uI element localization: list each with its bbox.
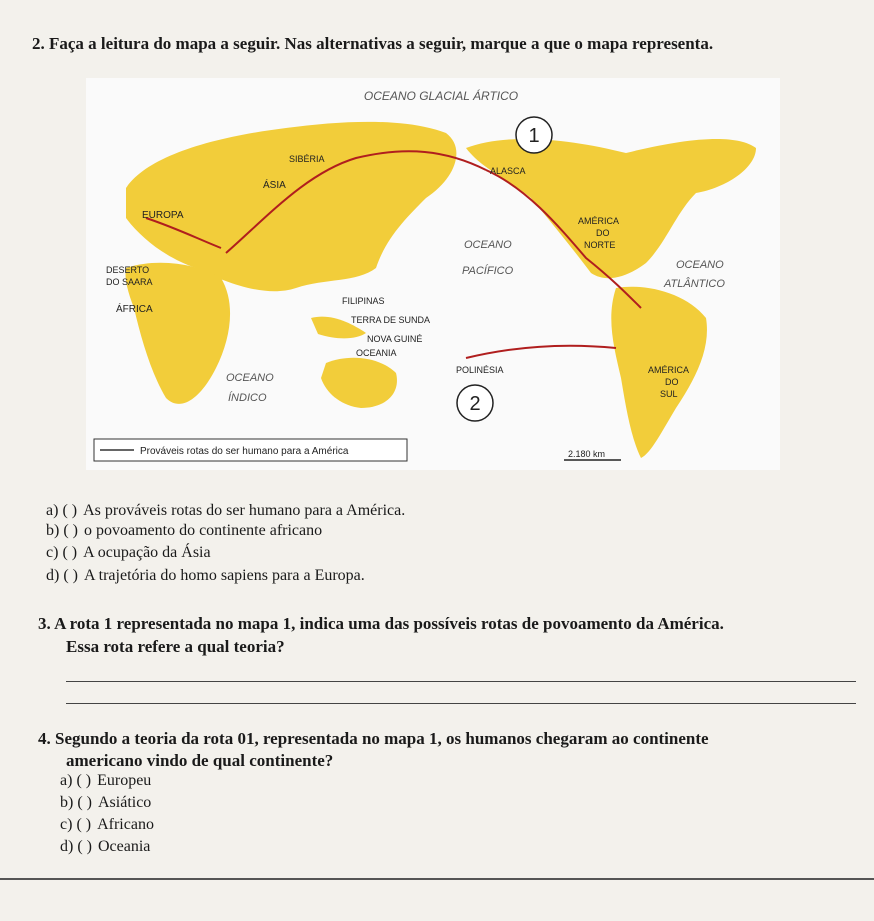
q2-option-a[interactable]: [46, 501, 405, 521]
q2-option-b[interactable]: [46, 521, 322, 541]
route-1-number: 1: [528, 125, 540, 147]
question-3-prompt: [38, 613, 868, 635]
label-north-america-3: NORTE: [584, 240, 616, 250]
label-north-america-1: AMÉRICA: [578, 216, 620, 226]
q4-option-c-checkbox[interactable]: ( ): [76, 816, 92, 833]
q2-option-b-letter: b): [46, 522, 60, 539]
label-oceania: OCEANIA: [356, 348, 397, 358]
q2-option-d-letter: d): [46, 567, 60, 584]
label-saara: DO SAARA: [106, 277, 153, 287]
question-4-line2: americano vindo de qual continente?: [66, 751, 334, 770]
question-3-line2: Essa rota refere a qual teoria?: [66, 637, 285, 656]
question-4-prompt: [38, 728, 868, 750]
label-filipinas: FILIPINAS: [342, 296, 385, 306]
route-2-number: 2: [469, 393, 481, 415]
q4-option-c[interactable]: [60, 815, 154, 835]
q3-answer-line-2[interactable]: [66, 703, 856, 704]
q2-option-b-text: o povoamento do continente africano: [83, 522, 323, 539]
q2-option-c-letter: c): [46, 544, 59, 561]
label-south-america-1: AMÉRICA: [648, 365, 690, 375]
question-3-line1: A rota 1 representada no mapa 1, indica uma das possíveis rotas de povoamento da América.: [54, 614, 724, 633]
label-alasca: ALASCA: [490, 166, 526, 176]
label-atlantic-2: ATLÂNTICO: [664, 278, 725, 290]
label-arctic: OCEANO GLACIAL ÁRTICO: [363, 89, 519, 103]
q2-option-a-checkbox[interactable]: ( ): [62, 502, 78, 519]
q4-option-c-letter: c): [60, 816, 73, 833]
q2-option-a-text: As prováveis rotas do ser humano para a América.: [83, 502, 406, 519]
question-4-number: 4.: [38, 729, 51, 748]
q4-option-b-letter: b): [60, 794, 74, 811]
label-sunda: TERRA DE SUNDA: [351, 315, 431, 325]
page-bottom-rule: [0, 878, 874, 880]
legend-text: Prováveis rotas do ser humano para a América: [140, 446, 349, 457]
q2-option-a-letter: a): [46, 502, 59, 519]
q4-option-a-checkbox[interactable]: ( ): [76, 772, 92, 789]
q4-option-d[interactable]: [60, 837, 150, 857]
q4-option-b-text: Asiático: [97, 794, 152, 811]
world-map: [86, 78, 780, 470]
label-atlantic-1: OCEANO: [676, 259, 724, 271]
question-2-text: Faça a leitura do mapa a seguir. Nas alternativas a seguir, marque a que o mapa representa.: [49, 34, 714, 53]
q4-option-a[interactable]: [60, 771, 151, 791]
question-2-prompt: [32, 33, 862, 55]
label-polinesia: POLINÉSIA: [456, 365, 504, 375]
question-3-number: 3.: [38, 614, 51, 633]
q4-option-d-letter: d): [60, 838, 74, 855]
label-deserto: DESERTO: [106, 265, 150, 275]
label-south-america-3: SUL: [660, 389, 678, 399]
q3-answer-line-1[interactable]: [66, 681, 856, 682]
q2-option-c-checkbox[interactable]: ( ): [62, 544, 78, 561]
q4-option-d-checkbox[interactable]: ( ): [77, 838, 92, 855]
scale-label: 2.180 km: [568, 449, 606, 459]
label-africa: ÁFRICA: [116, 304, 153, 315]
q4-option-c-text: Africano: [97, 816, 154, 833]
q4-option-b-checkbox[interactable]: ( ): [77, 794, 92, 811]
q2-option-c-text: A ocupação da Ásia: [83, 544, 211, 561]
q2-option-c[interactable]: [46, 543, 211, 563]
label-siberia: SIBÉRIA: [289, 154, 325, 164]
question-4-line1: Segundo a teoria da rota 01, representada no mapa 1, os humanos chegaram ao continente: [55, 729, 709, 748]
q4-option-b[interactable]: [60, 793, 151, 813]
label-pacific-2: PACÍFICO: [462, 265, 514, 277]
q4-option-a-text: Europeu: [97, 772, 152, 789]
question-2-number: 2.: [32, 34, 45, 53]
q2-option-d-checkbox[interactable]: ( ): [63, 567, 78, 584]
label-north-america-2: DO: [596, 228, 610, 238]
q4-option-d-text: Oceania: [97, 838, 151, 855]
label-asia: ÁSIA: [263, 180, 286, 191]
label-indian-1: OCEANO: [226, 372, 274, 384]
label-pacific-1: OCEANO: [464, 239, 512, 251]
label-europa: EUROPA: [142, 210, 184, 221]
q2-option-d-text: A trajetória do homo sapiens para a Europa.: [83, 567, 365, 584]
label-south-america-2: DO: [665, 377, 679, 387]
label-indian-2: ÍNDICO: [228, 392, 267, 404]
label-nova-guine: NOVA GUINÉ: [367, 334, 423, 344]
q2-option-d[interactable]: [46, 566, 365, 586]
q4-option-a-letter: a): [60, 772, 73, 789]
q2-option-b-checkbox[interactable]: ( ): [63, 522, 78, 539]
